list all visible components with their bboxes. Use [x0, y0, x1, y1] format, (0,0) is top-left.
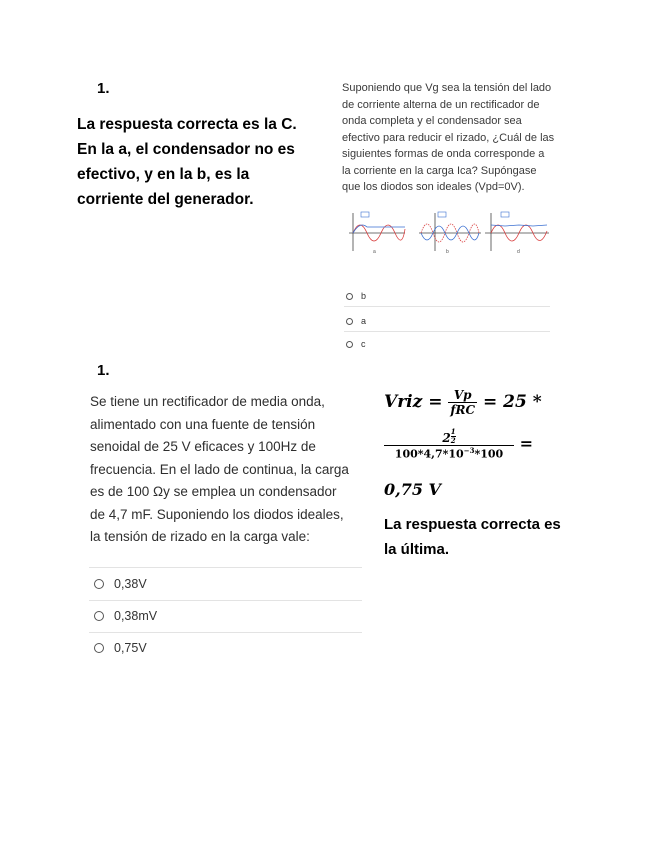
waveform-b	[419, 212, 481, 255]
waveform-figure	[343, 207, 551, 257]
radio-icon[interactable]	[346, 341, 353, 348]
section2-answer	[384, 512, 604, 562]
option-label: c	[361, 339, 366, 349]
section1-question	[342, 80, 562, 196]
formula-line-2: 2 $^{\frac{1}{2}}$ $100*4,7*10^{-3}*100$ =	[384, 428, 533, 461]
section1-number: 1.	[97, 80, 110, 97]
waveform-c	[485, 212, 549, 255]
answer-line: efectivo, y en la b, es la	[77, 166, 250, 183]
question-line: de corriente alterna de un rectificador de	[342, 98, 540, 111]
option-label: b	[361, 291, 367, 301]
radio-icon[interactable]	[94, 611, 104, 621]
option-0-38v[interactable]	[94, 577, 147, 591]
section1-answer	[77, 112, 327, 212]
question-line: frecuencia. En el lado de continua, la carga	[90, 461, 349, 477]
option-a[interactable]	[346, 316, 366, 326]
answer-line: En la a, el condensador no es	[77, 141, 295, 158]
radio-icon[interactable]	[94, 579, 104, 589]
answer-line: corriente del generador.	[77, 191, 254, 208]
question-line: de 4,7 mF. Suponiendo los diodos ideales,	[90, 506, 344, 522]
option-0-75v[interactable]	[94, 641, 147, 655]
waveform-label-a: a	[373, 249, 376, 255]
question-line: onda completa y el condensador sea	[342, 115, 522, 127]
question-line: la tensión de rizado en la carga vale:	[90, 529, 310, 544]
question-line: es de 100 Ωy se emplea un condensador	[90, 484, 337, 499]
question-line: Se tiene un rectificador de media onda,	[90, 394, 325, 409]
answer-line: La respuesta correcta es la C.	[77, 116, 297, 133]
waveform-label-d: d	[517, 249, 520, 255]
formula-line-1: Vriz = $\frac{Vp}{\text{fRC}}$ = 25 *	[384, 388, 542, 417]
divider	[89, 567, 362, 568]
option-label: 0,38mV	[114, 609, 158, 623]
option-label: 0,38V	[114, 577, 147, 591]
question-line: siguientes formas de onda corresponde a	[342, 148, 545, 160]
question-line: efectivo para reducir el rizado, ¿Cuál de las	[342, 131, 555, 144]
radio-icon[interactable]	[94, 643, 104, 653]
formula-fraction: $\frac{Vp}{\text{fRC}}$	[450, 388, 476, 417]
option-label: 0,75V	[114, 641, 147, 655]
question-line: senoidal de 25 V eficaces y 100Hz de	[90, 439, 316, 454]
formula-fraction-2: 2 $^{\frac{1}{2}}$ $100*4,7*10^{-3}*100$	[384, 428, 514, 461]
answer-line: la última.	[384, 541, 450, 558]
divider	[344, 331, 550, 332]
option-c[interactable]	[346, 339, 366, 349]
waveform-label-b: b	[446, 249, 449, 255]
radio-icon[interactable]	[346, 293, 353, 300]
radio-icon[interactable]	[346, 318, 353, 325]
formula-lhs: Vriz	[384, 392, 423, 412]
divider	[89, 632, 362, 633]
question-line: la corriente en la carga Ica? Supóngase	[342, 164, 537, 177]
waveform-a	[349, 212, 405, 255]
answer-line: La respuesta correcta es	[384, 516, 561, 533]
option-label: a	[361, 316, 367, 326]
question-line: alimentado con una fuente de tensión	[90, 416, 316, 432]
divider	[344, 306, 550, 307]
option-0-38mv[interactable]	[94, 609, 157, 623]
question-line: que los diodos son ideales (Vpd=0V).	[342, 181, 525, 193]
divider	[89, 600, 362, 601]
formula-result: 0,75 V	[384, 480, 441, 499]
section2-question	[90, 391, 380, 549]
option-b[interactable]	[346, 291, 366, 301]
question-line: Suponiendo que Vg sea la tensión del lado	[342, 82, 552, 94]
section2-number: 1.	[97, 362, 110, 379]
